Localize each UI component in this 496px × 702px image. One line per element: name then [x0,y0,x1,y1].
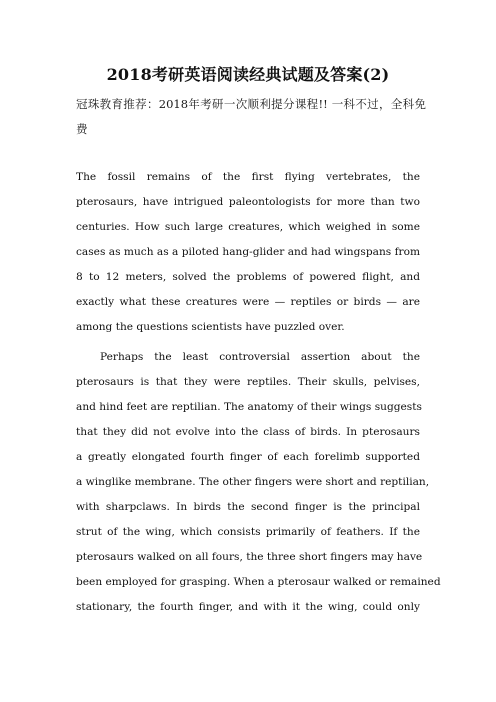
paragraph-2-line: pterosaurs walked on all fours, the three short fingers may have [76,551,423,563]
paragraph-1-line: among the questions scientists have puzzled over. [76,321,345,333]
document-subtitle: 冠珠教育推荐：2018年考研一次顺利提分课程!! 一科不过，全科免费 [76,97,426,136]
paragraph-1-line: The fossil remains of the first flying vertebrates, the [76,171,420,183]
paragraph-1-line: 8 to 12 meters, solved the problems of powered flight, and [76,271,420,283]
paragraph-2-line: with sharpclaws. In birds the second finger is the principal [76,501,420,513]
paragraph-2-line: a greatly elongated fourth finger of each forelimb supported [76,451,420,463]
paragraph-1-line: pterosaurs, have intrigued paleontologists for more than two [76,196,420,208]
paragraph-1-line: centuries. How such large creatures, which weighed in some [76,221,420,233]
paragraph-2-line: that they did not evolve into the class of birds. In pterosaurs [76,426,420,438]
paragraph-2-line: a winglike membrane. The other fingers were short and reptilian, [76,476,430,488]
paragraph-2-line: pterosaurs is that they were reptiles. Their skulls, pelvises, [76,376,420,388]
paragraph-1-line: exactly what these creatures were — reptiles or birds — are [76,296,420,308]
paragraph-2-line: Perhaps the least controversial assertion about the [100,351,420,363]
paragraph-1-line: cases as much as a piloted hang-glider and had wingspans from [76,246,420,258]
paragraph-2-line: been employed for grasping. When a pterosaur walked or remained [76,576,441,588]
document-title: 2018考研英语阅读经典试题及答案(2) [106,65,390,84]
paragraph-2-line: strut of the wing, which consists primarily of feathers. If the [76,526,420,538]
paragraph-2-line: and hind feet are reptilian. The anatomy of their wings suggests [76,401,422,413]
paragraph-2-line: stationary, the fourth finger, and with it the wing, could only [76,601,420,613]
